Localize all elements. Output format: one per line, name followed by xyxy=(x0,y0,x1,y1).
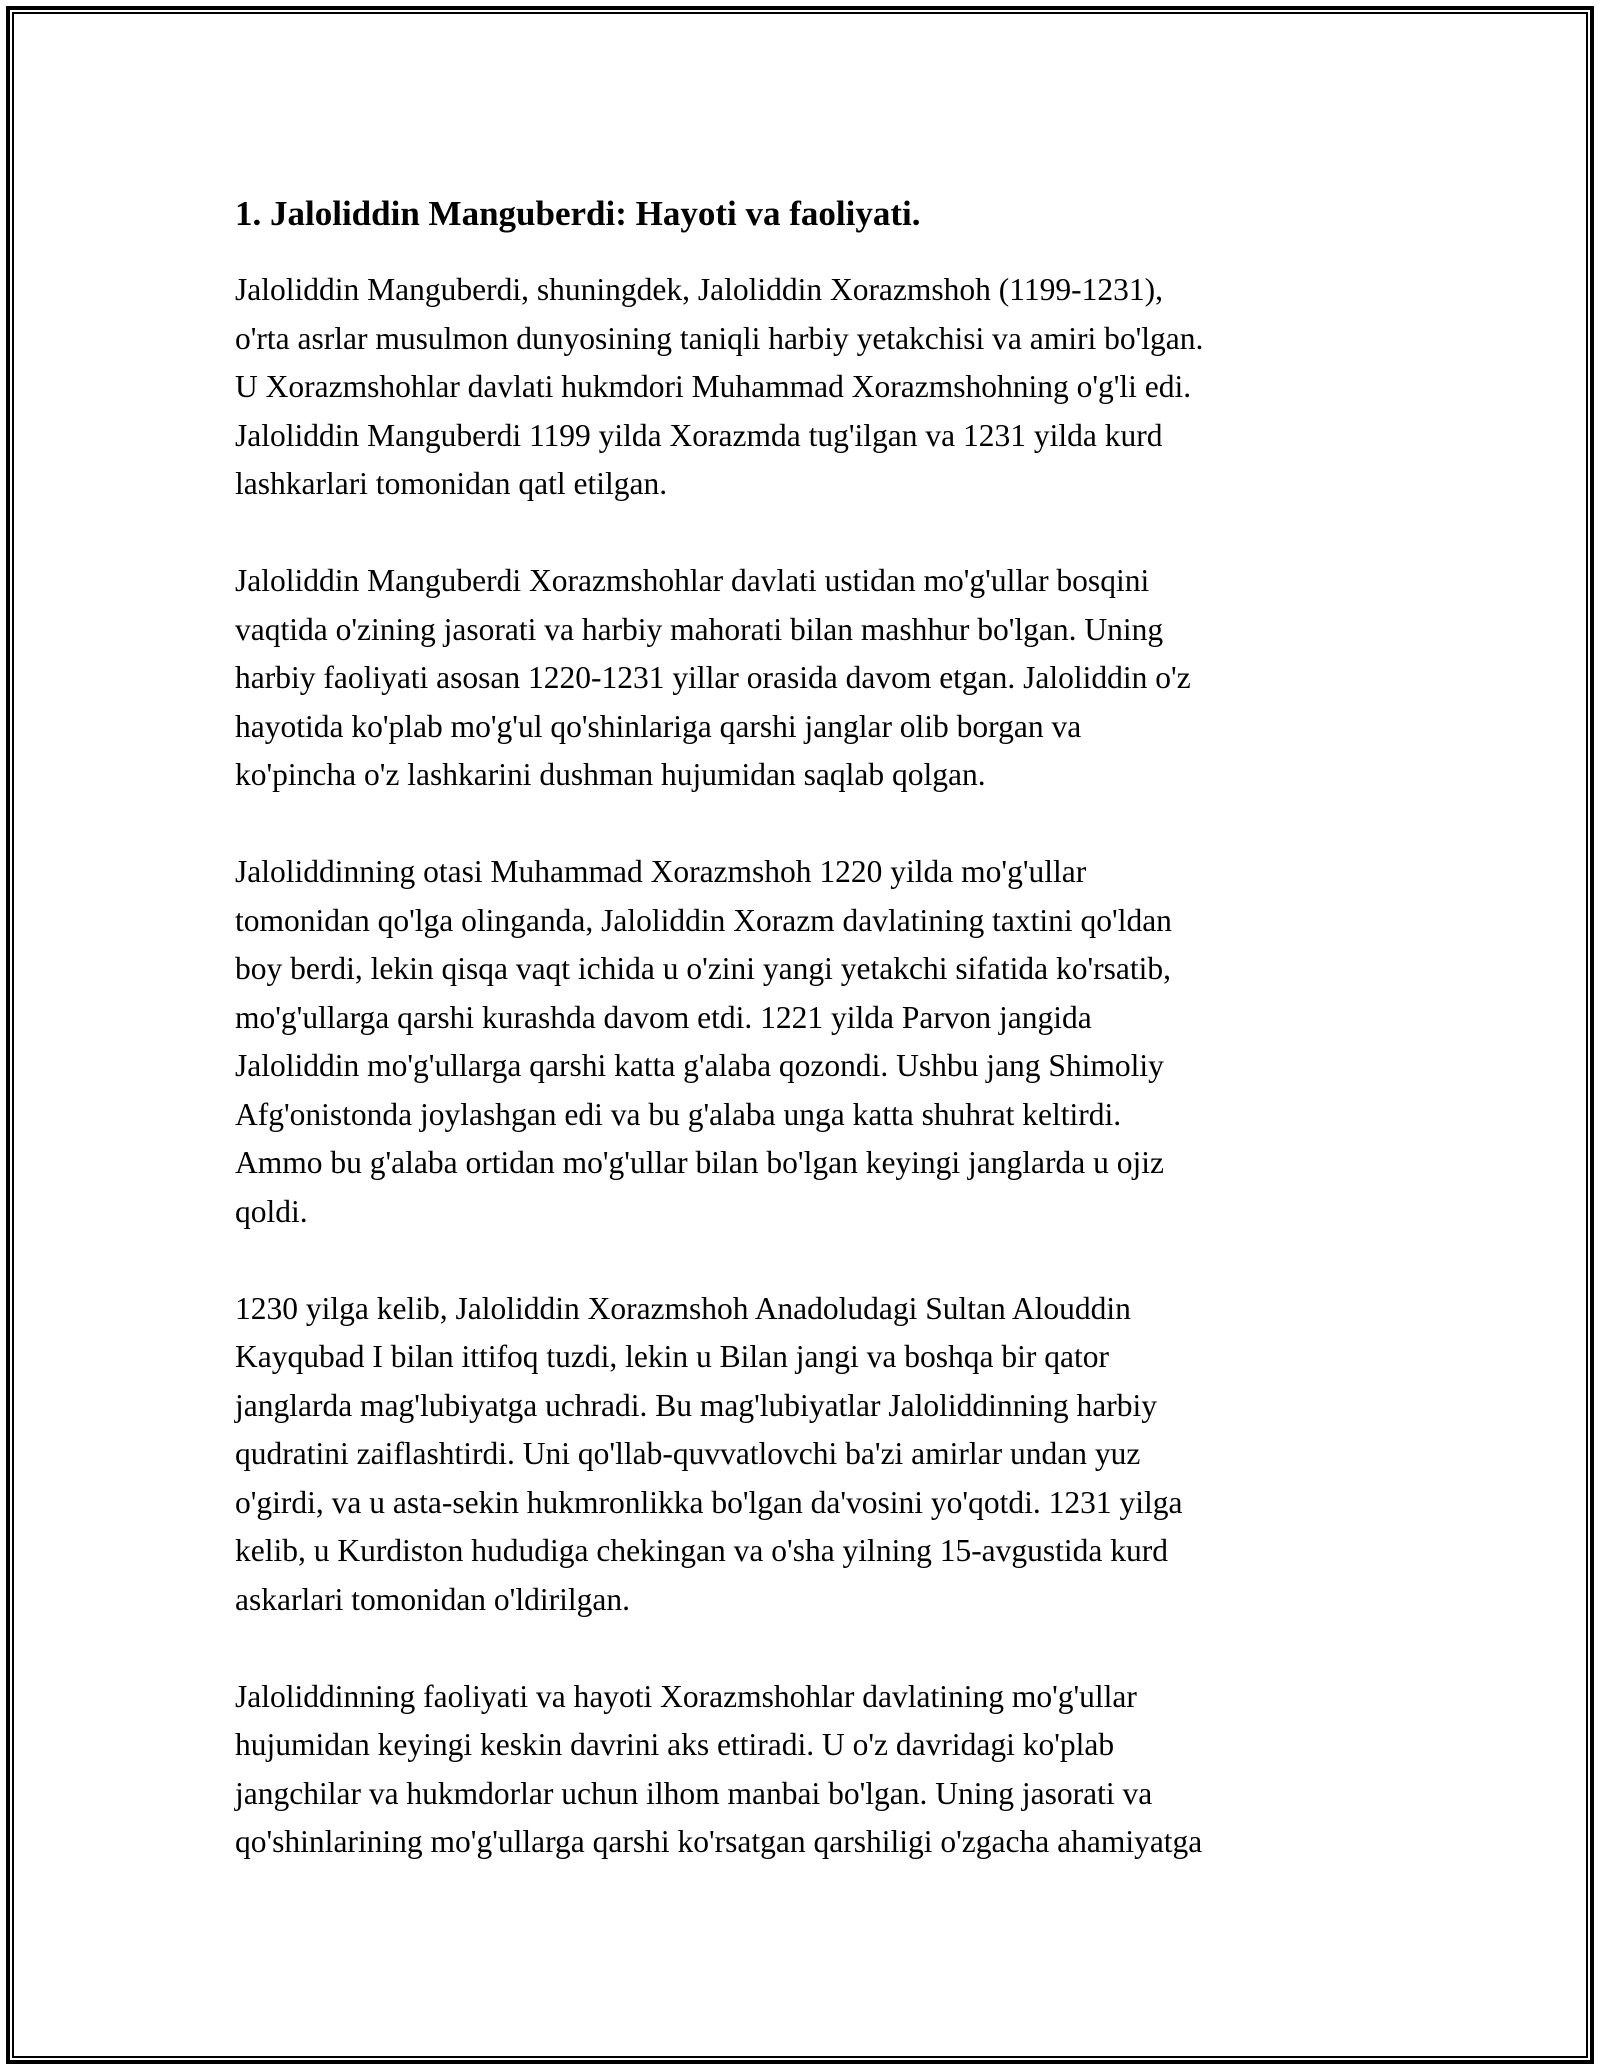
text-line: hayotida ko'plab mo'g'ul qo'shinlariga qarshi janglar olib borgan va xyxy=(235,708,1082,744)
text-line: Jaloliddin Manguberdi 1199 yilda Xorazmda tug'ilgan va 1231 yilda kurd xyxy=(235,417,1163,453)
paragraph-1 xyxy=(235,266,1375,509)
text-line: o'girdi, va u asta-sekin hukmronlikka bo'lgan da'vosini yo'qotdi. 1231 yilga xyxy=(235,1484,1183,1520)
text-line: Kayqubad I bilan ittifoq tuzdi, lekin u Bilan jangi va boshqa bir qator xyxy=(235,1339,1109,1374)
text-line: boy berdi, lekin qisqa vaqt ichida u o'zini yangi yetakchi sifatida ko'rsatib, xyxy=(235,951,1171,986)
paragraph-3 xyxy=(235,848,1375,1236)
text-line: mo'g'ullarga qarshi kurashda davom etdi. 1221 yilda Parvon jangida xyxy=(235,999,1092,1035)
text-line: Jaloliddin mo'g'ullarga qarshi katta g'alaba qozondi. Ushbu jang Shimoliy xyxy=(235,1048,1164,1083)
text-line: hujumidan keyingi keskin davrini aks ettiradi. U o'z davridagi ko'plab xyxy=(235,1727,1115,1762)
paragraph-5 xyxy=(235,1673,1375,1867)
text-line: 1230 yilga kelib, Jaloliddin Xorazmshoh Anadoludagi Sultan Alouddin xyxy=(235,1290,1131,1326)
text-line: janglarda mag'lubiyatga uchradi. Bu mag'lubiyatlar Jaloliddinning harbiy xyxy=(235,1387,1157,1423)
text-line: Jaloliddin Manguberdi, shuningdek, Jaloliddin Xorazmshoh (1199-1231), xyxy=(235,272,1163,307)
paragraph-2 xyxy=(235,557,1375,800)
text-line: qudratini zaiflashtirdi. Uni qo'llab-quvvatlovchi ba'zi amirlar undan yuz xyxy=(235,1436,1141,1471)
text-line: kelib, u Kurdiston hududiga chekingan va o'sha yilning 15-avgustida kurd xyxy=(235,1533,1169,1568)
paragraph-4 xyxy=(235,1285,1375,1625)
section-title: 1. Jaloliddin Manguberdi: Hayoti va faoliyati. xyxy=(235,194,921,233)
text-line: Jaloliddinning otasi Muhammad Xorazmshoh 1220 yilda mo'g'ullar xyxy=(235,854,1087,889)
text-line: Afg'onistonda joylashgan edi va bu g'alaba unga katta shuhrat keltirdi. xyxy=(235,1096,1122,1132)
text-line: qo'shinlarining mo'g'ullarga qarshi ko'rsatgan qarshiligi o'zgacha ahamiyatga xyxy=(235,1824,1203,1859)
text-line: vaqtida o'zining jasorati va harbiy mahorati bilan mashhur bo'lgan. Uning xyxy=(235,611,1164,647)
text-line: askarlari tomonidan o'ldirilgan. xyxy=(235,1581,630,1617)
text-line: Jaloliddin Manguberdi Xorazmshohlar davlati ustidan mo'g'ullar bosqini xyxy=(235,563,1150,598)
text-line: Jaloliddinning faoliyati va hayoti Xorazmshohlar davlatining mo'g'ullar xyxy=(235,1678,1137,1714)
text-line: harbiy faoliyati asosan 1220-1231 yillar orasida davom etgan. Jaloliddin o'z xyxy=(235,660,1191,695)
text-line: lashkarlari tomonidan qatl etilgan. xyxy=(235,466,668,501)
text-line: o'rta asrlar musulmon dunyosining taniqli harbiy yetakchisi va amiri bo'lgan. xyxy=(235,320,1204,356)
text-line: U Xorazmshohlar davlati hukmdori Muhammad Xorazmshohning o'g'li edi. xyxy=(235,369,1192,404)
text-line: qoldi. xyxy=(235,1193,308,1229)
text-line: tomonidan qo'lga olinganda, Jaloliddin Xorazm davlatining taxtini qo'ldan xyxy=(235,902,1172,938)
document-body xyxy=(235,190,1375,1915)
text-line: ko'pincha o'z lashkarini dushman hujumidan saqlab qolgan. xyxy=(235,757,986,792)
text-line: jangchilar va hukmdorlar uchun ilhom manbai bo'lgan. Uning jasorati va xyxy=(235,1775,1153,1811)
text-line: Ammo bu g'alaba ortidan mo'g'ullar bilan bo'lgan keyingi janglarda u ojiz xyxy=(235,1145,1164,1180)
